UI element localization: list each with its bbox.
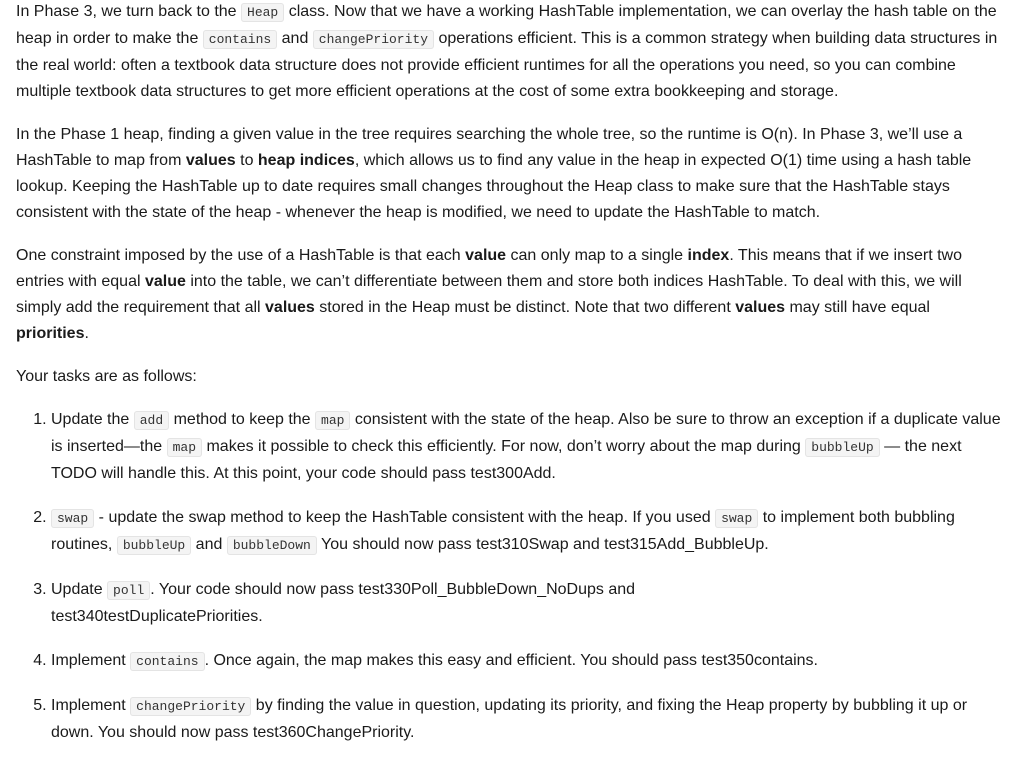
code-swap: swap (51, 509, 94, 528)
paragraph-phase1 (16, 122, 1002, 226)
text: One constraint imposed by the use of a HashTable is that each (16, 247, 466, 264)
task-item-poll (51, 577, 1002, 630)
text: . This means that if we insert two entries with equal (16, 247, 962, 290)
text: Update (51, 581, 108, 598)
text: You should now pass test310Swap and test315Add_BubbleUp. (316, 536, 769, 553)
bold-heap-indices: heap indices (257, 152, 355, 169)
text: can only map to a single (506, 247, 688, 264)
text: . Your code should now pass test330Poll_BubbleDown_NoDups and (150, 581, 636, 598)
code-heap: Heap (241, 3, 284, 22)
text: may still have equal (785, 299, 930, 316)
task-list (16, 407, 1002, 746)
text: to implement both bubbling routines, (51, 509, 955, 553)
code-changepriority: changePriority (313, 30, 434, 49)
text: method to keep the (169, 411, 316, 428)
bold-index: index (687, 247, 730, 264)
bold-values: values (265, 299, 315, 316)
text: to (235, 152, 258, 169)
text: class. Now that we have a working HashTable implementation, we can overlay the hash table on the heap in order to make the (16, 3, 997, 47)
text: and (191, 536, 227, 553)
task-item-swap (51, 505, 1002, 559)
code-add: add (134, 411, 169, 430)
text: In Phase 3, we turn back to the (16, 3, 242, 20)
text: test340testDuplicatePriorities. (51, 608, 263, 625)
code-poll: poll (107, 581, 150, 600)
bold-value: value (465, 247, 507, 264)
bold-values: values (185, 152, 236, 169)
text: - update the swap method to keep the HashTable consistent with the heap. If you used (94, 509, 716, 526)
paragraph-intro (16, 0, 1002, 105)
code-bubbleup: bubbleUp (117, 536, 191, 555)
document-body (16, 0, 1002, 764)
task-item-changepriority (51, 693, 1002, 746)
bold-priorities: priorities (16, 325, 85, 342)
code-swap: swap (715, 509, 758, 528)
code-contains: contains (203, 30, 277, 49)
text: . Once again, the map makes this easy and efficient. You should pass test350contains. (204, 652, 818, 669)
code-map: map (315, 411, 350, 430)
text: stored in the Heap must be distinct. Note that two different (314, 299, 736, 316)
text: — the next TODO will handle this. At this point, your code should pass test300Add. (51, 438, 962, 482)
paragraph-constraint (16, 243, 1002, 347)
task-item-contains (51, 648, 1002, 675)
text: consistent with the state of the heap. Also be sure to throw an exception if a duplicate value is inserted—the (51, 411, 1001, 455)
code-changepriority: changePriority (130, 697, 251, 716)
bold-values: values (735, 299, 786, 316)
text: . (84, 325, 89, 342)
task-item-add (51, 407, 1002, 487)
text: , which allows us to find any value in the heap in expected O(1) time using a hash table lookup. Keeping the HashTable up to date requires small changes throughout the Heap class to make sure that the HashTable stays consistent with the state of the heap - whenever the heap is modified, we need to update the HashTable to match. (16, 152, 972, 221)
text: In the Phase 1 heap, finding a given value in the tree requires searching the whole tree, so the runtime is O(n). In Phase 3, we’ll use a HashTable to map from (16, 126, 963, 169)
code-bubbledown: bubbleDown (227, 536, 317, 555)
text: by finding the value in question, updating its priority, and fixing the Heap property by bubbling it up or down. You should now pass test360ChangePriority. (51, 697, 968, 741)
text: and (277, 30, 313, 47)
bold-value: value (144, 273, 186, 290)
paragraph-tasks-intro: Your tasks are as follows: (16, 368, 197, 385)
code-contains: contains (130, 652, 204, 671)
text: Implement (51, 652, 131, 669)
text: makes it possible to check this efficiently. For now, don’t worry about the map during (202, 438, 806, 455)
text: into the table, we can’t differentiate between them and store both indices HashTable. To deal with this, we will simply add the requirement that all (16, 273, 962, 316)
text: Update the (51, 411, 134, 428)
code-map: map (167, 438, 202, 457)
text: Implement (51, 697, 131, 714)
text: operations efficient. This is a common strategy when building data structures in the real world: often a textbook data structure does not provide efficient runtimes for all the operations you need, so you can combine multiple textbook data structures to get more efficient operations at the cost of some extra bookkeeping and storage. (16, 30, 998, 100)
code-bubbleup: bubbleUp (805, 438, 879, 457)
